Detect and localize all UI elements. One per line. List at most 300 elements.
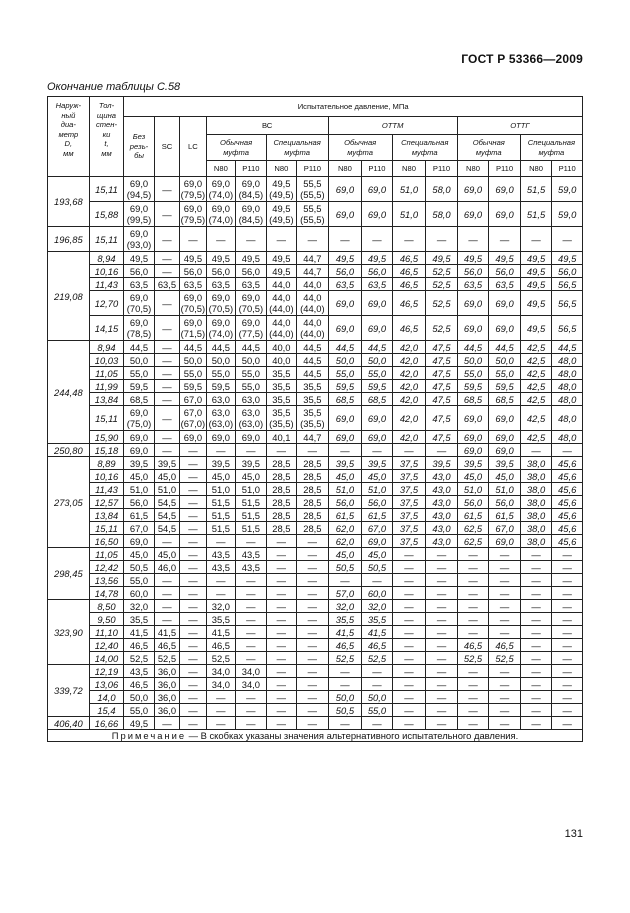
pressure-cell: —: [520, 587, 552, 600]
pressure-cell: 35,5: [362, 613, 393, 626]
head-grade-p110: P110: [426, 161, 458, 177]
pressure-cell: —: [266, 704, 297, 717]
pressure-cell: —: [489, 587, 521, 600]
pressure-cell: —: [236, 227, 267, 252]
pressure-cell: 28,5: [266, 509, 297, 522]
pressure-cell: —: [180, 665, 206, 678]
pressure-cell: —: [154, 291, 179, 316]
pressure-cell: —: [328, 227, 362, 252]
pressure-cell: 56,5: [552, 316, 583, 341]
pressure-cell: 69,0: [328, 406, 362, 431]
pressure-cell: 52,5: [426, 316, 458, 341]
pressure-cell: —: [457, 678, 489, 691]
pressure-cell: 35,5: [266, 367, 297, 380]
pressure-cell: —: [426, 704, 458, 717]
table-row: [48, 548, 583, 561]
outer-diameter-cell: 273,05: [48, 457, 90, 548]
pressure-cell: 51,5: [236, 522, 267, 535]
pressure-cell: 44,0 (44,0): [266, 316, 297, 341]
pressure-cell: 45,0: [206, 470, 235, 483]
outer-diameter-cell: 323,90: [48, 600, 90, 665]
pressure-cell: 41,5: [328, 626, 362, 639]
pressure-cell: 46,5: [457, 639, 489, 652]
table-row: [48, 202, 583, 227]
note-prefix: Примечание: [111, 730, 187, 741]
outer-diameter-cell: 193,68: [48, 177, 90, 227]
pressure-cell: 46,5: [154, 639, 179, 652]
pressure-cell: 51,5: [236, 509, 267, 522]
pressure-cell: 69,0: [362, 431, 393, 444]
pressure-cell: —: [392, 665, 426, 678]
pressure-cell: —: [392, 548, 426, 561]
pressure-cell: —: [236, 613, 267, 626]
pressure-cell: —: [297, 227, 329, 252]
pressure-cell: 69,0: [489, 177, 521, 202]
pressure-cell: —: [362, 678, 393, 691]
pressure-cell: 52,5: [426, 278, 458, 291]
pressure-cell: —: [180, 509, 206, 522]
pressure-cell: —: [180, 496, 206, 509]
pressure-cell: 49,5: [180, 252, 206, 265]
table-row: [48, 457, 583, 470]
pressure-cell: —: [154, 574, 179, 587]
pressure-cell: —: [552, 600, 583, 613]
pressure-cell: —: [154, 227, 179, 252]
pressure-cell: 46,5: [392, 278, 426, 291]
pressure-cell: 58,0: [426, 177, 458, 202]
pressure-cell: —: [154, 380, 179, 393]
table-row: [48, 665, 583, 678]
pressure-cell: —: [236, 600, 267, 613]
pressure-cell: 59,5: [362, 380, 393, 393]
pressure-cell: 37,5: [392, 509, 426, 522]
pressure-cell: —: [362, 227, 393, 252]
pressure-cell: 50,0: [457, 354, 489, 367]
pressure-cell: 45,0: [328, 470, 362, 483]
wall-thickness-cell: 11,99: [89, 380, 124, 393]
pressure-cell: 38,0: [520, 457, 552, 470]
pressure-cell: 39,5: [154, 457, 179, 470]
pressure-cell: —: [328, 717, 362, 730]
pressure-cell: 35,5: [124, 613, 155, 626]
pressure-cell: —: [154, 367, 179, 380]
table-row: [48, 265, 583, 278]
pressure-cell: —: [180, 717, 206, 730]
pressure-cell: 28,5: [297, 496, 329, 509]
pressure-cell: —: [180, 652, 206, 665]
pressure-cell: 58,0: [426, 202, 458, 227]
pressure-cell: —: [297, 587, 329, 600]
pressure-cell: —: [154, 444, 179, 457]
pressure-cell: 49,5: [124, 252, 155, 265]
pressure-cell: 42,5: [520, 431, 552, 444]
table-row: [48, 600, 583, 613]
pressure-cell: —: [266, 561, 297, 574]
pressure-cell: —: [552, 613, 583, 626]
pressure-cell: —: [362, 574, 393, 587]
pressure-cell: 28,5: [297, 457, 329, 470]
pressure-cell: 42,5: [520, 393, 552, 406]
pressure-cell: —: [180, 470, 206, 483]
pressure-cell: —: [392, 227, 426, 252]
note-text: — В скобках указаны значения альтернативного испытательного давления.: [186, 730, 519, 741]
pressure-cell: 52,5: [457, 652, 489, 665]
pressure-cell: 69,0: [362, 291, 393, 316]
pressure-cell: 67,0: [362, 522, 393, 535]
pressure-cell: —: [552, 717, 583, 730]
table-row: [48, 227, 583, 252]
pressure-cell: 42,5: [520, 367, 552, 380]
pressure-cell: 46,5: [124, 678, 155, 691]
pressure-cell: 51,0: [206, 483, 235, 496]
outer-diameter-cell: 250,80: [48, 444, 90, 457]
wall-thickness-cell: 8,94: [89, 341, 124, 354]
pressure-cell: 69,0: [489, 406, 521, 431]
pressure-cell: —: [180, 227, 206, 252]
outer-diameter-cell: 339,72: [48, 665, 90, 717]
wall-thickness-cell: 8,89: [89, 457, 124, 470]
pressure-cell: —: [236, 574, 267, 587]
pressure-cell: —: [457, 717, 489, 730]
pressure-cell: 45,6: [552, 470, 583, 483]
pressure-cell: 49,5: [520, 265, 552, 278]
pressure-cell: 43,0: [426, 496, 458, 509]
pressure-cell: 55,0: [124, 704, 155, 717]
pressure-cell: —: [489, 704, 521, 717]
pressure-cell: —: [180, 574, 206, 587]
pressure-cell: 51,0: [124, 483, 155, 496]
pressure-cell: 49,5: [124, 717, 155, 730]
pressure-cell: 55,5 (55,5): [297, 202, 329, 227]
pressure-cell: —: [457, 587, 489, 600]
test-pressure-table: [47, 96, 583, 742]
pressure-cell: 46,5: [206, 639, 235, 652]
wall-thickness-cell: 16,66: [89, 717, 124, 730]
pressure-cell: 46,5: [328, 639, 362, 652]
pressure-cell: 69,0 (79,5): [180, 203, 206, 225]
pressure-cell: —: [552, 691, 583, 704]
pressure-cell: 69,0: [328, 291, 362, 316]
pressure-cell: —: [426, 717, 458, 730]
pressure-cell: —: [154, 265, 179, 278]
pressure-cell: 40,1: [266, 431, 297, 444]
pressure-cell: 62,5: [457, 535, 489, 548]
pressure-cell: 43,0: [426, 522, 458, 535]
outer-diameter-cell: 219,08: [48, 252, 90, 341]
head-sc: SC: [154, 117, 179, 177]
pressure-cell: 45,6: [552, 496, 583, 509]
pressure-cell: 42,0: [392, 354, 426, 367]
pressure-cell: 49,5: [489, 252, 521, 265]
pressure-cell: 63,0: [206, 393, 235, 406]
pressure-cell: —: [236, 587, 267, 600]
pressure-cell: 52,5: [154, 652, 179, 665]
pressure-cell: —: [426, 444, 458, 457]
pressure-cell: —: [392, 717, 426, 730]
pressure-cell: —: [180, 613, 206, 626]
pressure-cell: 56,0: [180, 265, 206, 278]
table-row: [48, 587, 583, 600]
pressure-cell: 44,5: [124, 341, 155, 354]
pressure-cell: 59,0: [552, 177, 583, 202]
pressure-cell: —: [180, 600, 206, 613]
pressure-cell: 45,0: [362, 548, 393, 561]
wall-thickness-cell: 13,56: [89, 574, 124, 587]
pressure-cell: 51,0: [392, 202, 426, 227]
pressure-cell: —: [426, 626, 458, 639]
pressure-cell: —: [520, 227, 552, 252]
pressure-cell: 61,5: [328, 509, 362, 522]
pressure-cell: —: [489, 574, 521, 587]
pressure-cell: —: [180, 457, 206, 470]
outer-diameter-cell: 406,40: [48, 717, 90, 730]
pressure-cell: 68,5: [362, 393, 393, 406]
pressure-cell: 56,0: [328, 265, 362, 278]
pressure-cell: —: [297, 652, 329, 665]
pressure-cell: 35,5: [297, 393, 329, 406]
pressure-cell: 52,5: [426, 265, 458, 278]
pressure-cell: 50,0: [328, 691, 362, 704]
pressure-cell: 38,0: [520, 470, 552, 483]
pressure-cell: 50,0: [236, 354, 267, 367]
pressure-cell: —: [154, 177, 179, 202]
pressure-cell: 68,5: [124, 393, 155, 406]
pressure-cell: 35,5: [297, 380, 329, 393]
pressure-cell: 62,0: [328, 522, 362, 535]
pressure-cell: —: [266, 652, 297, 665]
pressure-cell: —: [266, 587, 297, 600]
pressure-cell: 45,6: [552, 522, 583, 535]
pressure-cell: 69,0: [362, 202, 393, 227]
pressure-cell: 42,0: [392, 431, 426, 444]
wall-thickness-cell: 14,0: [89, 691, 124, 704]
wall-thickness-cell: 9,50: [89, 613, 124, 626]
head-grade-n80: N80: [206, 161, 235, 177]
outer-diameter-cell: 196,85: [48, 227, 90, 252]
wall-thickness-cell: 15,18: [89, 444, 124, 457]
pressure-cell: —: [266, 444, 297, 457]
pressure-cell: 46,5: [392, 252, 426, 265]
pressure-cell: 44,5: [206, 341, 235, 354]
pressure-cell: 47,5: [426, 367, 458, 380]
pressure-cell: 44,0 (44,0): [297, 291, 329, 316]
wall-thickness-cell: 12,70: [89, 291, 124, 316]
pressure-cell: —: [266, 626, 297, 639]
pressure-cell: 43,5: [124, 665, 155, 678]
head-ottm: ОТТМ: [328, 117, 457, 135]
pressure-cell: 61,5: [457, 509, 489, 522]
pressure-cell: 49,5: [552, 252, 583, 265]
pressure-cell: 45,0: [328, 548, 362, 561]
table-row: [48, 639, 583, 652]
pressure-cell: —: [520, 717, 552, 730]
pressure-cell: 62,0: [328, 535, 362, 548]
wall-thickness-cell: 15,4: [89, 704, 124, 717]
pressure-cell: 46,5: [392, 265, 426, 278]
wall-thickness-cell: 10,03: [89, 354, 124, 367]
pressure-cell: 45,6: [552, 509, 583, 522]
pressure-cell: 69,0 (93,0): [124, 227, 155, 252]
pressure-cell: —: [328, 665, 362, 678]
pressure-cell: 56,0: [552, 265, 583, 278]
pressure-cell: 35,5 (35,5): [297, 406, 329, 431]
pressure-cell: 36,0: [154, 691, 179, 704]
pressure-cell: 69,0 (70,5): [236, 291, 267, 316]
pressure-cell: 51,0: [328, 483, 362, 496]
pressure-cell: —: [180, 691, 206, 704]
head-ottg: ОТТГ: [457, 117, 582, 135]
pressure-cell: 63,5: [206, 278, 235, 291]
pressure-cell: —: [489, 227, 521, 252]
pressure-cell: —: [520, 626, 552, 639]
table-row: [48, 341, 583, 354]
pressure-cell: —: [552, 587, 583, 600]
pressure-cell: —: [552, 626, 583, 639]
pressure-cell: 39,5: [362, 457, 393, 470]
pressure-cell: 63,5: [362, 278, 393, 291]
pressure-cell: 69,0: [489, 316, 521, 341]
wall-thickness-cell: 15,88: [89, 202, 124, 227]
pressure-cell: 37,5: [392, 535, 426, 548]
pressure-cell: 69,0: [362, 316, 393, 341]
pressure-cell: 50,5: [362, 561, 393, 574]
pressure-cell: 35,5 (35,5): [266, 406, 297, 431]
pressure-cell: 42,5: [520, 406, 552, 431]
pressure-cell: 47,5: [426, 431, 458, 444]
pressure-cell: 69,0: [328, 431, 362, 444]
head-outer-diameter: Наруж- ный диа- метр D, мм: [48, 97, 90, 177]
pressure-cell: —: [392, 626, 426, 639]
head-grade-p110: P110: [489, 161, 521, 177]
pressure-cell: 36,0: [154, 704, 179, 717]
pressure-cell: 56,0: [124, 496, 155, 509]
pressure-cell: —: [297, 717, 329, 730]
pressure-cell: —: [297, 626, 329, 639]
pressure-cell: —: [236, 704, 267, 717]
pressure-cell: 52,5: [206, 652, 235, 665]
pressure-cell: 47,5: [426, 406, 458, 431]
pressure-cell: 49,5: [520, 278, 552, 291]
pressure-cell: 68,5: [489, 393, 521, 406]
table-row: [48, 316, 583, 341]
pressure-cell: —: [392, 652, 426, 665]
pressure-cell: 69,0: [457, 444, 489, 457]
pressure-cell: 41,5: [124, 626, 155, 639]
table-row: [48, 444, 583, 457]
table-row: [48, 354, 583, 367]
pressure-cell: —: [457, 600, 489, 613]
pressure-cell: 42,0: [392, 367, 426, 380]
pressure-cell: 51,0: [457, 483, 489, 496]
pressure-cell: —: [180, 483, 206, 496]
pressure-cell: 55,0: [180, 367, 206, 380]
pressure-cell: 45,6: [552, 483, 583, 496]
wall-thickness-cell: 14,00: [89, 652, 124, 665]
pressure-cell: —: [154, 587, 179, 600]
pressure-cell: —: [520, 691, 552, 704]
pressure-cell: 54,5: [154, 496, 179, 509]
pressure-cell: 39,5: [206, 457, 235, 470]
pressure-cell: 39,5: [124, 457, 155, 470]
pressure-cell: —: [180, 626, 206, 639]
pressure-cell: 69,0 (77,5): [236, 316, 267, 341]
pressure-cell: —: [328, 678, 362, 691]
pressure-cell: 69,0: [489, 202, 521, 227]
pressure-cell: 51,0: [154, 483, 179, 496]
pressure-cell: —: [520, 548, 552, 561]
pressure-cell: 44,7: [297, 431, 329, 444]
pressure-cell: 56,0: [236, 265, 267, 278]
pressure-cell: 56,0: [362, 265, 393, 278]
pressure-cell: 37,5: [392, 470, 426, 483]
pressure-cell: —: [552, 639, 583, 652]
pressure-cell: —: [552, 548, 583, 561]
pressure-cell: 68,5: [328, 393, 362, 406]
wall-thickness-cell: 13,84: [89, 393, 124, 406]
pressure-cell: —: [489, 678, 521, 691]
pressure-cell: 44,7: [297, 265, 329, 278]
pressure-cell: 51,5: [206, 496, 235, 509]
pressure-cell: —: [489, 548, 521, 561]
table-row: [48, 509, 583, 522]
pressure-cell: 28,5: [297, 509, 329, 522]
pressure-cell: 69,0 (79,5): [180, 178, 206, 200]
head-grade-n80: N80: [457, 161, 489, 177]
pressure-cell: 44,0 (44,0): [266, 291, 297, 316]
pressure-cell: —: [552, 227, 583, 252]
pressure-cell: 69,0: [457, 431, 489, 444]
pressure-cell: 50,0: [489, 354, 521, 367]
pressure-cell: 55,0: [236, 367, 267, 380]
pressure-cell: —: [154, 406, 179, 431]
pressure-cell: 67,0 (67,0): [180, 407, 206, 429]
pressure-cell: 46,5: [489, 639, 521, 652]
pressure-cell: 32,0: [206, 600, 235, 613]
pressure-cell: 51,5: [206, 509, 235, 522]
pressure-cell: 49,5: [426, 252, 458, 265]
pressure-cell: 48,0: [552, 380, 583, 393]
pressure-cell: —: [180, 639, 206, 652]
head-grade-p110: P110: [552, 161, 583, 177]
pressure-cell: 69,0: [362, 406, 393, 431]
pressure-cell: 60,0: [362, 587, 393, 600]
pressure-cell: 37,5: [392, 522, 426, 535]
pressure-cell: 43,0: [426, 535, 458, 548]
table-row: [48, 367, 583, 380]
pressure-cell: 42,5: [520, 380, 552, 393]
pressure-cell: —: [180, 704, 206, 717]
pressure-cell: 42,0: [392, 393, 426, 406]
wall-thickness-cell: 15,11: [89, 522, 124, 535]
pressure-cell: 47,5: [426, 341, 458, 354]
pressure-cell: 38,0: [520, 535, 552, 548]
head-bc-special: Специальная муфта: [266, 135, 328, 161]
pressure-cell: 69,0 (70,5): [180, 292, 206, 314]
pressure-cell: 44,5: [328, 341, 362, 354]
pressure-cell: 34,0: [206, 678, 235, 691]
wall-thickness-cell: 11,05: [89, 548, 124, 561]
head-grade-n80: N80: [520, 161, 552, 177]
pressure-cell: 63,0 (63,0): [206, 406, 235, 431]
pressure-cell: 43,5: [206, 548, 235, 561]
pressure-cell: —: [154, 202, 179, 227]
wall-thickness-cell: 13,06: [89, 678, 124, 691]
pressure-cell: 28,5: [266, 470, 297, 483]
table-row: [48, 177, 583, 202]
pressure-cell: 67,0: [180, 393, 206, 406]
pressure-cell: —: [457, 704, 489, 717]
pressure-cell: 62,5: [457, 522, 489, 535]
